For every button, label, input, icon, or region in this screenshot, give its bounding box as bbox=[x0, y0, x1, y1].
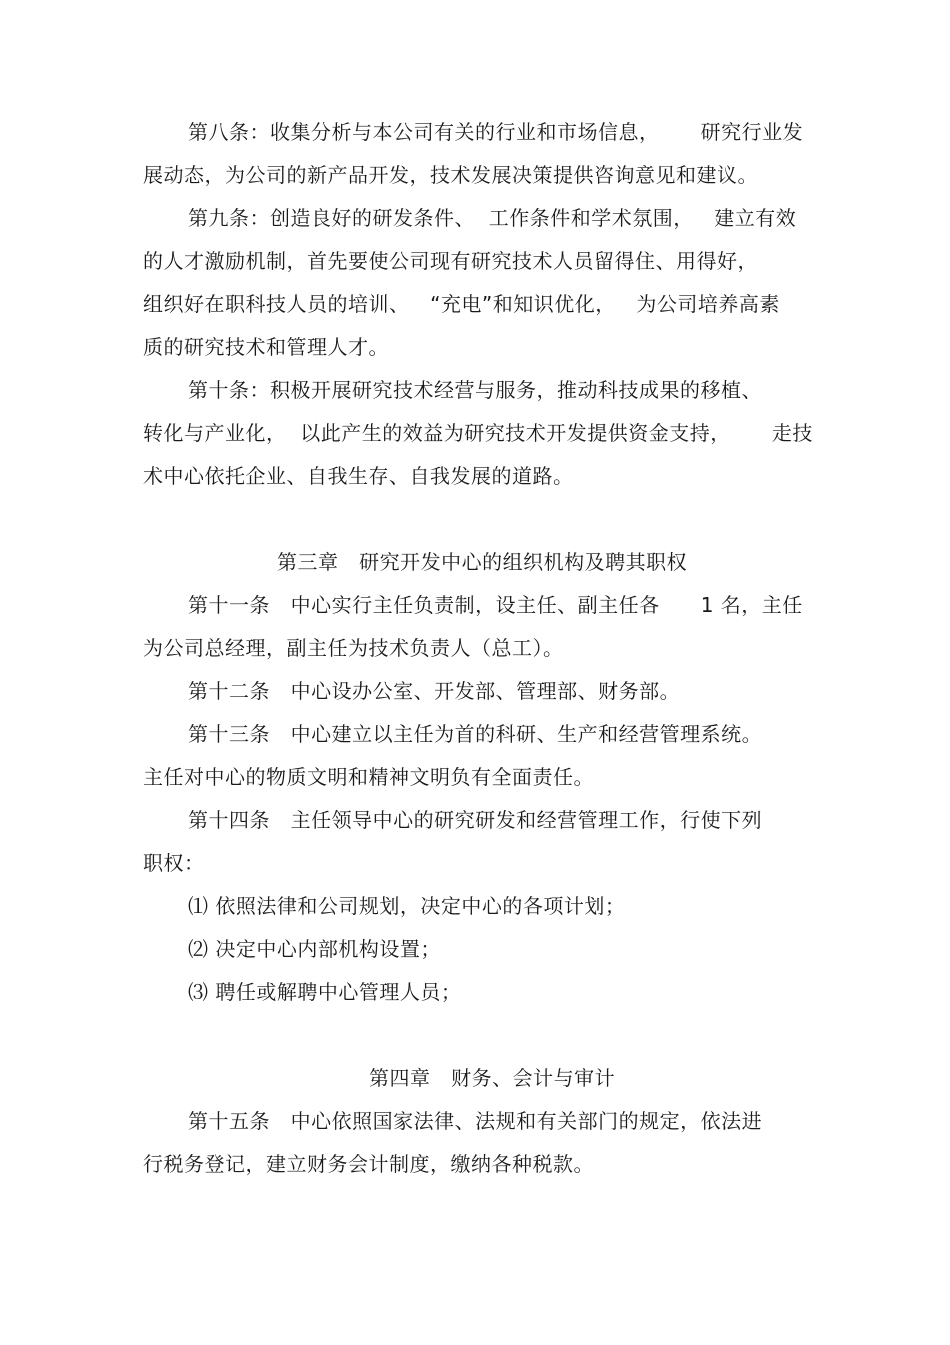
article-9-line-1: 第九条：创造良好的研发条件、 工作条件和学术氛围， 建立有效 bbox=[188, 206, 797, 230]
article-15-line-2: 行税务登记，建立财务会计制度，缴纳各种税款。 bbox=[143, 1152, 594, 1176]
article-14-item-3: ⑶ 聘任或解聘中心管理人员； bbox=[188, 980, 462, 1004]
article-10-line-3: 术中心依托企业、自我生存、自我发展的道路。 bbox=[143, 464, 574, 488]
article-10-line-2: 转化与产业化， 以此产生的效益为研究技术开发提供资金支持， 走技 bbox=[143, 421, 813, 445]
article-9-line-2: 的人才激励机制，首先要使公司现有研究技术人员留得住、用得好， bbox=[143, 249, 758, 273]
chapter-3-title: 第三章 研究开发中心的组织机构及聘其职权 bbox=[277, 550, 688, 574]
article-12-line-1: 第十二条 中心设办公室、开发部、管理部、财务部。 bbox=[188, 679, 681, 703]
article-8-line-2: 展动态，为公司的新产品开发，技术发展决策提供咨询意见和建议。 bbox=[143, 163, 758, 187]
article-14-item-2: ⑵ 决定中心内部机构设置； bbox=[188, 937, 441, 961]
article-14-item-1: ⑴ 依照法律和公司规划，决定中心的各项计划； bbox=[188, 894, 626, 918]
chapter-4-title: 第四章 财务、会计与审计 bbox=[369, 1066, 616, 1090]
article-11-line-1: 第十一条 中心实行主任负责制，设主任、副主任各 1 名，主任 bbox=[188, 593, 803, 617]
article-14-line-2: 职权： bbox=[143, 851, 205, 875]
article-9-line-4: 质的研究技术和管理人才。 bbox=[143, 335, 389, 359]
article-11-line-2: 为公司总经理，副主任为技术负责人（总工）。 bbox=[143, 636, 564, 660]
article-15-line-1: 第十五条 中心依照国家法律、法规和有关部门的规定，依法进 bbox=[188, 1109, 763, 1133]
article-13-line-1: 第十三条 中心建立以主任为首的科研、生产和经营管理系统。 bbox=[188, 722, 763, 746]
article-13-line-2: 主任对中心的物质文明和精神文明负有全面责任。 bbox=[143, 765, 594, 789]
article-8-line-1: 第八条：收集分析与本公司有关的行业和市场信息， 研究行业发 bbox=[188, 120, 804, 144]
article-9-line-3: 组织好在职科技人员的培训、 “充电”和知识优化， 为公司培养高素 bbox=[143, 292, 780, 316]
article-10-line-1: 第十条：积极开展研究技术经营与服务，推动科技成果的移植、 bbox=[188, 378, 762, 402]
article-14-line-1: 第十四条 主任领导中心的研究研发和经营管理工作，行使下列 bbox=[188, 808, 763, 832]
